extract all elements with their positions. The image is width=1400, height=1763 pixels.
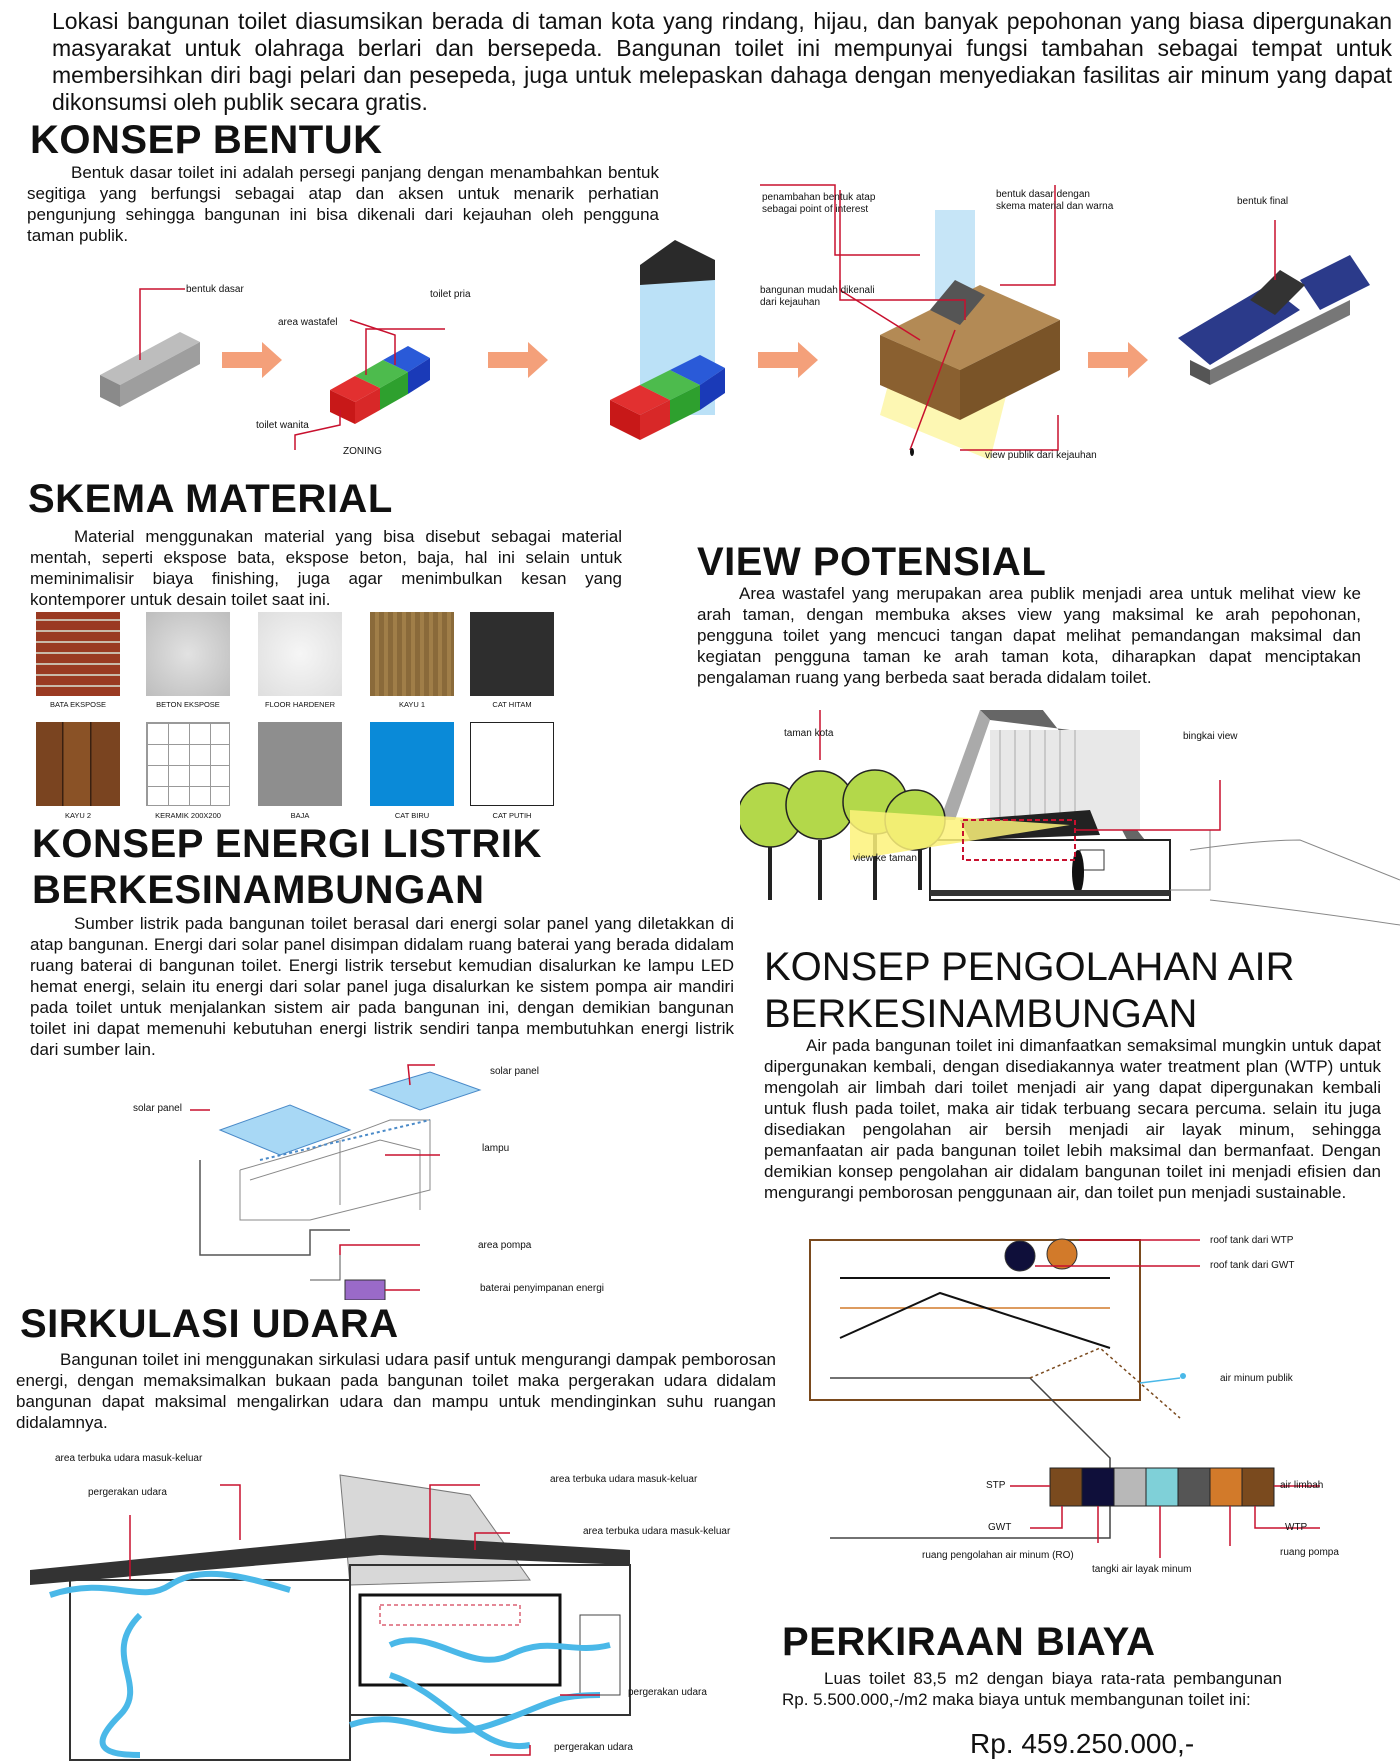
schema-building-shape (880, 210, 1060, 460)
label-taman-kota: taman kota (784, 728, 834, 739)
swatch-cat-putih (470, 722, 554, 806)
label-roof-tank-gwt: roof tank dari GWT (1210, 1260, 1295, 1271)
label-bingkai-view: bingkai view (1183, 731, 1238, 742)
swatch-label: BAJA (290, 811, 310, 820)
skema-material-text: Material menggunakan material yang bisa disebut sebagai material mentah, seperti ekspose bata, ekspose beton, baja, hal ini selain untuk meminimalisir biaya finishing, juga agar menimbulkan kesan yang kontemporer untuk desain toilet saat ini. (30, 527, 622, 609)
energi-diagram (190, 1060, 640, 1300)
label-lampu: lampu (482, 1143, 510, 1154)
swatch-label: BETON EKSPOSE (156, 700, 220, 709)
label-baterai: baterai penyimpanan energi (480, 1283, 604, 1294)
sirkulasi-diagram (10, 1455, 740, 1763)
swatch-kayu-1 (370, 612, 454, 696)
energi-title-line1: KONSEP ENERGI LISTRIK (32, 822, 542, 866)
konsep-bentuk-text: Bentuk dasar toilet ini adalah persegi panjang dengan menambahkan bentuk segitiga yang berfungsi sebagai atap dan aksen untuk menarik perhatian pengunjung sehingga bangunan ini bisa dikenali dari kejauhan oleh pengguna taman publik. (27, 163, 659, 245)
label-penambahan-atap: penambahan bentuk atap sebagai point of interest (762, 192, 876, 215)
swatch-cat-biru (370, 722, 454, 806)
view-potensial-title: VIEW POTENSIAL (697, 540, 1047, 584)
label-toilet-pria: toilet pria (430, 289, 471, 300)
final-building-shape (1178, 255, 1370, 385)
konsep-bentuk-title: KONSEP BENTUK (30, 118, 383, 162)
label-ruang-pompa: ruang pompa (1280, 1547, 1339, 1558)
swatch-floor-hardener (258, 612, 342, 696)
sirkulasi-title: SIRKULASI UDARA (20, 1302, 399, 1346)
tank-row-shape (1050, 1468, 1274, 1506)
swatch-label: KAYU 1 (398, 700, 426, 709)
label-solar-panel-2: solar panel (490, 1066, 539, 1077)
swatch-beton-ekspose (146, 612, 230, 696)
label-solar-panel-1: solar panel (133, 1103, 182, 1114)
label-area-pompa: area pompa (478, 1240, 532, 1251)
swatch-cat-hitam (470, 612, 554, 696)
label-skema-material-warna: bentuk dasar dengan skema material dan warna (996, 189, 1114, 212)
biaya-title: PERKIRAAN BIAYA (782, 1620, 1156, 1664)
label-roof-tank-wtp: roof tank dari WTP (1210, 1235, 1294, 1246)
grey-box-shape (100, 332, 200, 407)
label-mudah-dikenali: bangunan mudah dikenali dari kejauhan (760, 285, 875, 308)
intro-paragraph: Lokasi bangunan toilet diasumsikan berada di taman kota yang rindang, hijau, dan banyak pepohonan yang biasa dipergunakan masyarakat untuk olahraga berlari dan bersepeda. Bangunan toilet ini mempunyai fungsi tambahan sebagai tempat untuk membersihkan diri bagi pelari dan pesepeda, juga untuk melepaskan dahaga dengan menyediakan fasilitas air minum yang dapat dikonsumsi oleh publik secara gratis. (52, 8, 1392, 115)
label-stp: STP (986, 1480, 1006, 1491)
label-air-limbah: air limbah (1280, 1480, 1324, 1491)
energi-title-line2: BERKESINAMBUNGAN (32, 868, 485, 912)
zoning-blocks (330, 346, 430, 424)
swatch-label: KAYU 2 (64, 811, 92, 820)
swatch-kayu-2 (36, 722, 120, 806)
konsep-bentuk-diagram (0, 160, 1400, 530)
view-potensial-diagram (740, 710, 1400, 940)
label-ruang-ro: ruang pengolahan air minum (RO) (922, 1550, 1074, 1561)
label-area-terbuka-1: area terbuka udara masuk-keluar (55, 1453, 203, 1464)
label-bentuk-final: bentuk final (1237, 196, 1289, 207)
swatch-label: FLOOR HARDENER (264, 700, 335, 709)
solar-panel-1-shape (220, 1105, 350, 1155)
label-pergerakan-udara-2: pergerakan udara (628, 1687, 707, 1698)
air-title-line1: KONSEP PENGOLAHAN AIR (764, 945, 1295, 989)
label-tangki-air: tangki air layak minum (1092, 1564, 1192, 1575)
energi-text: Sumber listrik pada bangunan toilet berasal dari energi solar panel yang diletakkan di atap bangunan. Energi dari solar panel disimpan didalam ruang baterai yang berada didalam ruang baterai di bangunan toilet. Energi listrik tersebut kemudian disalurkan ke lampu LED hemat energi, selain itu energi dari solar panel juga disalurkan ke sistem pompa air mandiri pada toilet untuk menjalankan sistem air pada bangunan ini, dengan demikian bangunan toilet ini dapat memenuhi kebutuhan energi listrik sendiri tanpa membutuhkan energi listrik dari sumber lain. (30, 914, 734, 1059)
label-gwt: GWT (988, 1522, 1012, 1533)
label-pergerakan-udara-1: pergerakan udara (88, 1487, 167, 1498)
swatch-baja (258, 722, 342, 806)
air-title-line2: BERKESINAMBUNGAN (764, 992, 1198, 1036)
label-view-publik: view publik dari kejauhan (985, 450, 1097, 461)
swatch-bata-ekspose (36, 612, 120, 696)
swatch-keramik (146, 722, 230, 806)
label-air-minum-publik: air minum publik (1220, 1373, 1293, 1384)
biaya-total: Rp. 459.250.000,- (970, 1728, 1195, 1759)
swatch-label: CAT HITAM (492, 700, 532, 709)
skema-material-title: SKEMA MATERIAL (28, 477, 393, 521)
label-zoning: ZONING (343, 446, 382, 457)
label-pergerakan-udara-3: pergerakan udara (554, 1742, 633, 1753)
swatch-label: CAT PUTIH (492, 811, 532, 820)
biaya-text: Luas toilet 83,5 m2 dengan biaya rata-rata pembangunan Rp. 5.500.000,-/m2 maka biaya untuk membangunan toilet ini: (782, 1669, 1282, 1709)
air-text: Air pada bangunan toilet ini dimanfaatkan semaksimal mungkin untuk dapat dipergunakan kembali, dengan disediakannya water treatment plan (WTP) untuk mengolah air limbah dari toilet menjadi air yang dapat dipergunakan kembali untuk flush pada toilet, maka air tidak terbuang secara percuma. selain itu juga disediakan pengolahan air bersih menjadi air layak minum, sehingga pemanfaatan air pada bangunan toilet lebih maksimal dan bermanfaat. Dengan demikian konsep pengolahan air didalam bangunan toilet ini menjadi efisien dan mengurangi pemborosan penggunaan air, dan toilet pun menjadi sustainable. (764, 1036, 1381, 1202)
label-bentuk-dasar: bentuk dasar (186, 284, 244, 295)
label-area-wastafel: area wastafel (278, 317, 338, 328)
label-area-terbuka-2: area terbuka udara masuk-keluar (550, 1474, 698, 1485)
swatch-label: CAT BIRU (394, 811, 430, 820)
solar-panel-2-shape (370, 1072, 480, 1110)
sirkulasi-text: Bangunan toilet ini menggunakan sirkulasi udara pasif untuk mengurangi dampak pemborosan energi, dengan memaksimalkan bukaan pada bangunan toilet maka pergerakan udara didalam bangunan dapat maksimal mengalirkan udara dan mampu untuk mendinginkan suhu ruangan didalamnya. (16, 1350, 776, 1432)
zoning-roof-shape (610, 240, 725, 440)
label-wtp: WTP (1285, 1522, 1308, 1533)
arrow-1-shape (222, 342, 282, 378)
swatch-label: KERAMIK 200X200 (155, 811, 221, 820)
view-potensial-text: Area wastafel yang merupakan area publik menjadi area untuk melihat view ke arah taman, dengan membuka akses view yang maksimal ke arah pepohonan, pengguna toilet yang mencuci tangan dapat melihat pemandangan maksimal dan kegiatan pengguna taman ke arah taman kota, diharapkan dapat menciptakan pengalaman ruang yang berbeda saat berada didalam toilet. (697, 584, 1361, 687)
label-area-terbuka-3: area terbuka udara masuk-keluar (583, 1526, 731, 1537)
label-toilet-wanita: toilet wanita (256, 420, 309, 431)
label-view-ke-taman: view ke taman (853, 853, 917, 864)
swatch-label: BATA EKSPOSE (50, 700, 106, 709)
